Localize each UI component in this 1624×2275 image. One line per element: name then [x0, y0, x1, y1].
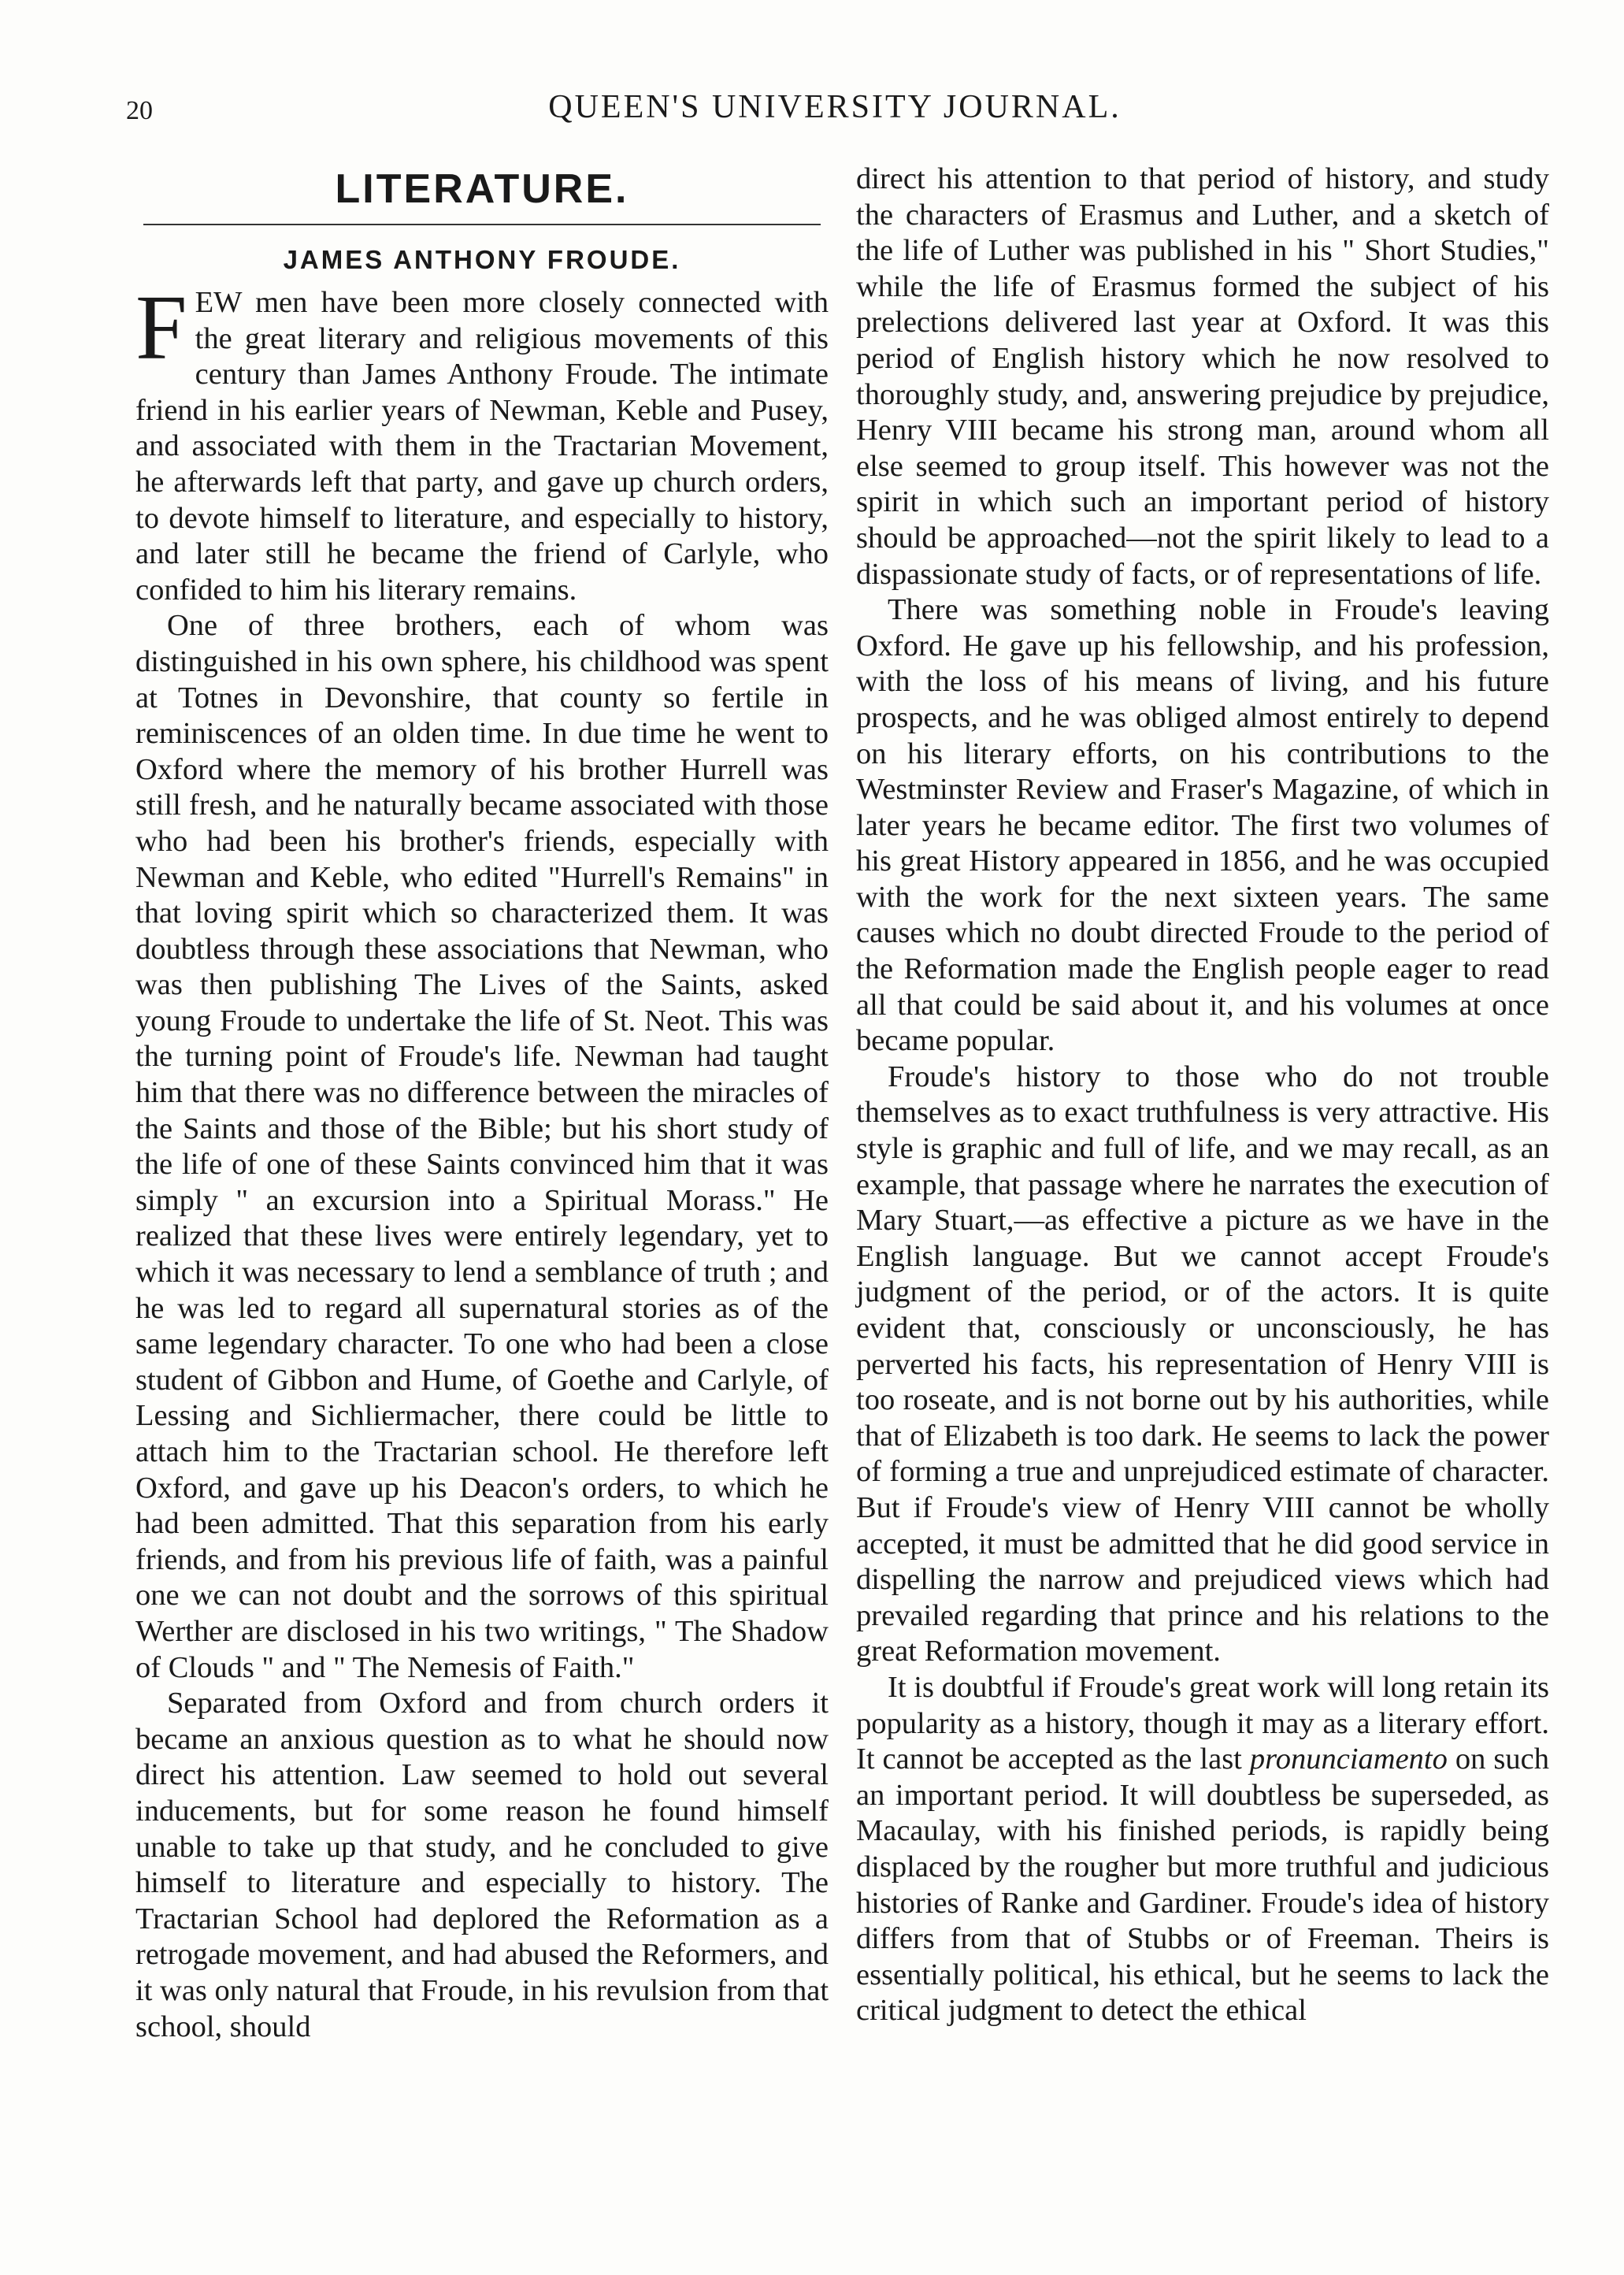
paragraph-text: It is doubtful if Froude's great work will long retain its popularity as a history, though it may as a literary effort. It cannot be accepted as the last: [856, 1670, 1549, 1776]
paragraph-text: on such an important period. It will doubtless be superseded, as Macaulay, with his finished periods, is rapidly being displaced by the rougher but more truthful and judicious histories of Ranke and Gardiner. Froude's idea of history differs from that of Stubbs or of Freeman. Theirs is essentially political, his ethical, but he seems to lack the critical judgment to detect the ethical: [856, 1742, 1549, 2028]
journal-title: QUEEN'S UNIVERSITY JOURNAL.: [548, 89, 1122, 125]
drop-cap: F: [135, 276, 187, 379]
article-paragraph-continuation: direct his attention to that period of history, and study the characters of Erasmus and Luther, and a sketch of the life of Luther was published in his " Short Studies," while the life of Erasmus formed the subject of his prelections delivered last year at Oxford. It was this period of English history which he now resolved to thoroughly study, and, answering prejudice by prejudice, Henry VIII became his strong man, around whom all else seemed to group itself. This however was not the spirit in which such an important period of history should be approached—not the spirit likely to lead to a dispassionate study of facts, or of representations of life.: [856, 162, 1549, 591]
right-column: [856, 161, 1549, 2029]
page-number: 20: [126, 96, 153, 125]
left-column: [135, 158, 829, 2045]
article-title: JAMES ANTHONY FROUDE.: [283, 245, 681, 274]
article-paragraph: [135, 276, 829, 608]
section-heading: LITERATURE.: [335, 166, 629, 212]
heading-rule: [143, 224, 821, 225]
italic-term: pronunciamento: [1249, 1742, 1448, 1776]
first-word-rest: EW: [195, 286, 242, 319]
article-paragraph: There was something noble in Froude's leaving Oxford. He gave up his fellowship, and his profession, with the loss of his means of living, and his future prospects, and he was obliged almost entirely to depend on his literary efforts, on his contributions to the Westminster Review and Fraser's Magazine, of which in later years he became editor. The first two volumes of his great History appeared in 1856, and he was occupied with the work for the next sixteen years. The same causes which no doubt directed Froude to the period of the Reformation made the English people eager to read all that could be said about it, and his volumes at once became popular.: [856, 593, 1549, 1058]
article-paragraph: One of three brothers, each of whom was distinguished in his own sphere, his childhood was spent at Totnes in Devonshire, that county so fertile in reminiscences of an olden time. In due time he went to Oxford where the memory of his brother Hurrell was still fresh, and he naturally became associated with those who had been his brother's friends, especially with Newman and Keble, who edited "Hurrell's Remains" in that loving spirit which so characterized them. It was doubtless through these associations that Newman, who was then publishing The Lives of the Saints, asked young Froude to undertake the life of St. Neot. This was the turning point of Froude's life. Newman had taught him that there was no difference between the miracles of the Saints and those of the Bible; but his short study of the life of one of these Saints convinced him that it was simply " an excursion into a Spiritual Morass." He realized that these lives were entirely legendary, yet to which it was necessary to lend a semblance of truth ; and he was led to regard all supernatural stories as of the same legendary character. To one who had been a close student of Gibbon and Hume, of Goethe and Carlyle, of Lessing and Sichliermacher, there could be little to attach him to the Tractarian school. He therefore left Oxford, and gave up his Deacon's orders, to which he had been admitted. That this separation from his early friends, and from his previous life of faith, was a painful one we can not doubt and the sorrows of this spiritual Werther are disclosed in his two writings, " The Shadow of Clouds " and " The Nemesis of Faith.": [135, 609, 829, 1684]
paragraph-text: men have been more closely connected with the great literary and religious movements of this century than James Anthony Froude. The intimate friend in his earlier years of Newman, Keble and Pusey, and associated with them in the Tractarian Movement, he afterwards left that party, and gave up church orders, to devote himself to literature, and especially to history, and later still he became the friend of Carlyle, who confided to him his literary remains.: [135, 286, 829, 607]
page-header: [126, 88, 1544, 135]
article-paragraph: Separated from Oxford and from church orders it became an anxious question as to what he should now direct his attention. Law seemed to hold out several inducements, but for some reason he found himself unable to take up that study, and he concluded to give himself to literature and especially to history. The Tractarian School had deplored the Reformation as a retrogade movement, and had abused the Reformers, and it was only natural that Froude, in his revulsion from that school, should: [135, 1687, 829, 2043]
article-paragraph: Froude's history to those who do not trouble themselves as to exact truthfulness is very attractive. His style is graphic and full of life, and we may recall, as an example, that passage where he narrates the execution of Mary Stuart,—as effective a picture as we have in the English language. But we cannot accept Froude's judgment of the period, or of the actors. It is quite evident that, consciously or unconsciously, he has perverted his facts, his representation of Henry VIII is too roseate, and is not borne out by his authorities, while that of Elizabeth is too dark. He seems to lack the power of forming a true and unprejudiced estimate of character. But if Froude's view of Henry VIII cannot be wholly accepted, it must be admitted that he did good service in dispelling the narrow and prejudiced views which had prevailed regarding that prince and his relations to the great Reformation movement.: [856, 1060, 1549, 1668]
article-paragraph: [856, 1670, 1549, 2029]
